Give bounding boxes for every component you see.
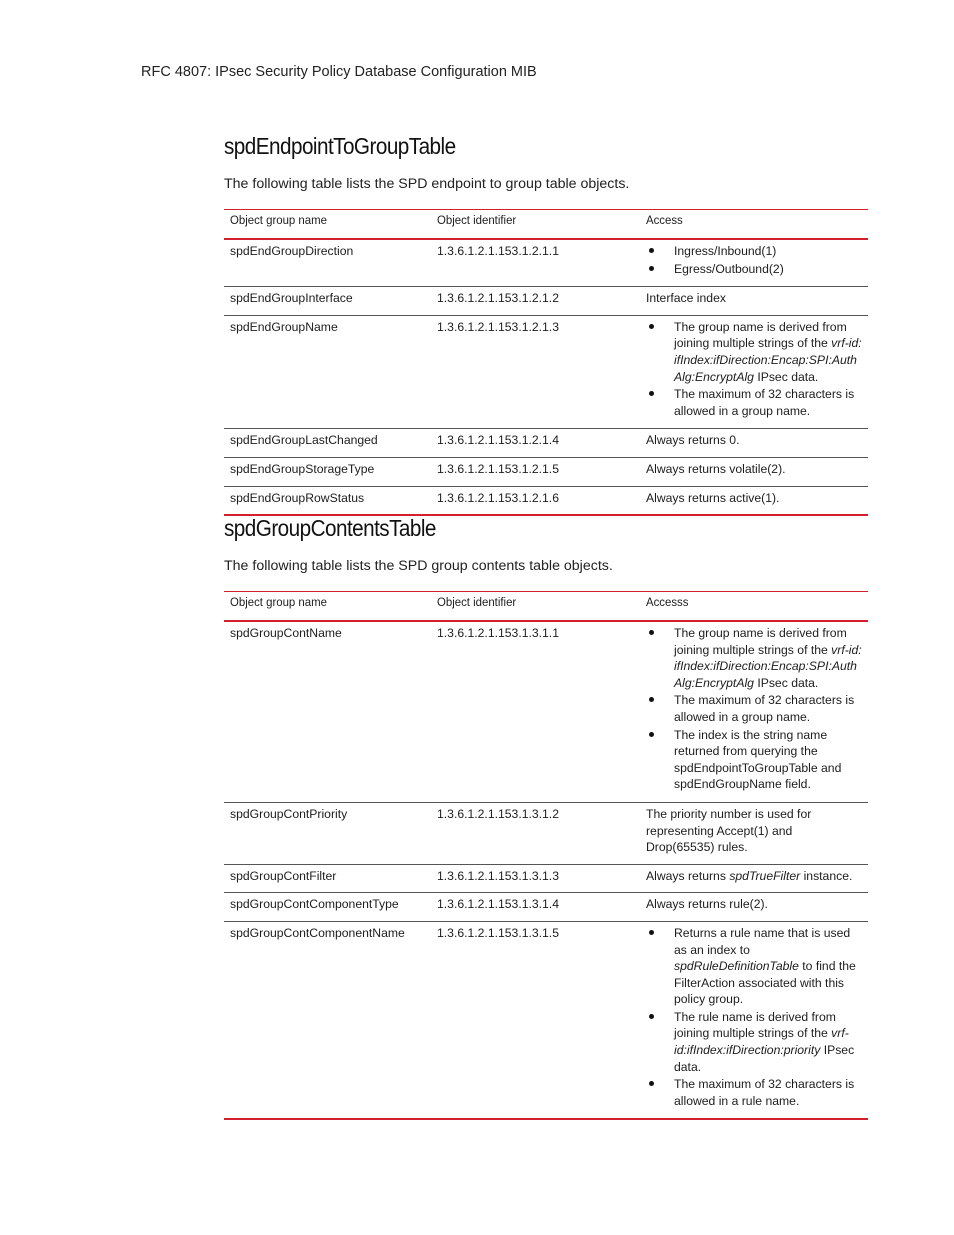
access-cell: Always returns active(1). (640, 486, 868, 515)
access-cell: Always returns rule(2). (640, 893, 868, 922)
table-row (224, 457, 868, 486)
access-cell (640, 239, 868, 287)
object-oid-cell: 1.3.6.1.2.1.153.1.3.1.2 (431, 802, 640, 864)
object-oid-cell: 1.3.6.1.2.1.153.1.2.1.4 (431, 429, 640, 458)
section-spd-endpoint-to-group-table (224, 133, 868, 516)
table-row (224, 239, 868, 287)
object-name-cell: spdGroupContPriority (224, 802, 431, 864)
section-spd-group-contents-table (224, 515, 868, 1120)
object-oid-cell: 1.3.6.1.2.1.153.1.3.1.5 (431, 921, 640, 1119)
access-cell: Always returns spdTrueFilter instance. (640, 864, 868, 893)
object-name-cell: spdGroupContFilter (224, 864, 431, 893)
bullet-item: The maximum of 32 characters is allowed in a rule name. (646, 1076, 862, 1109)
object-name-cell: spdEndGroupInterface (224, 287, 431, 316)
table-row (224, 315, 868, 429)
section-intro: The following table lists the SPD endpoint to group table objects. (224, 176, 630, 192)
access-cell (640, 621, 868, 802)
table-row (224, 864, 868, 893)
object-name-cell: spdGroupContComponentType (224, 893, 431, 922)
bullet-item: Ingress/Inbound(1) (646, 243, 862, 260)
bullet-item: The group name is derived from joining multiple strings of the vrf-id:ifIndex:ifDirection:Encap:SPI:AuthAlg:EncryptAlg IPsec data. (646, 625, 862, 691)
object-name-cell: spdEndGroupRowStatus (224, 486, 431, 515)
table-row (224, 287, 868, 316)
table-row (224, 802, 868, 864)
group-contents-table (224, 591, 868, 1120)
object-oid-cell: 1.3.6.1.2.1.153.1.2.1.3 (431, 315, 640, 429)
table-row (224, 893, 868, 922)
table-row (224, 429, 868, 458)
object-oid-cell: 1.3.6.1.2.1.153.1.2.1.1 (431, 239, 640, 287)
column-header-object-group-name: Object group name (224, 210, 431, 240)
object-oid-cell: 1.3.6.1.2.1.153.1.2.1.2 (431, 287, 640, 316)
object-name-cell: spdEndGroupStorageType (224, 457, 431, 486)
access-cell: Always returns 0. (640, 429, 868, 458)
access-cell: The priority number is used for representing Accept(1) and Drop(65535) rules. (640, 802, 868, 864)
bullet-item: Returns a rule name that is used as an index to spdRuleDefinitionTable to find the FilterAction associated with this policy group. (646, 925, 862, 1008)
object-oid-cell: 1.3.6.1.2.1.153.1.3.1.1 (431, 621, 640, 802)
object-oid-cell: 1.3.6.1.2.1.153.1.2.1.5 (431, 457, 640, 486)
access-cell: Interface index (640, 287, 868, 316)
bullet-item: Egress/Outbound(2) (646, 261, 862, 278)
table-row (224, 921, 868, 1119)
table-row (224, 486, 868, 515)
endpoint-to-group-table (224, 209, 868, 516)
bullet-item: The maximum of 32 characters is allowed in a group name. (646, 692, 862, 725)
column-header-access: Access (640, 210, 868, 240)
bullet-item: The index is the string name returned from querying the spdEndpointToGroupTable and spdEndGroupName field. (646, 727, 862, 793)
object-oid-cell: 1.3.6.1.2.1.153.1.2.1.6 (431, 486, 640, 515)
access-cell (640, 921, 868, 1119)
bullet-item: The maximum of 32 characters is allowed in a group name. (646, 386, 862, 419)
section-title: spdGroupContentsTable (224, 515, 436, 541)
object-name-cell: spdGroupContComponentName (224, 921, 431, 1119)
object-name-cell: spdEndGroupName (224, 315, 431, 429)
column-header-object-identifier: Object identifier (431, 592, 640, 622)
column-header-object-group-name: Object group name (224, 592, 431, 622)
object-oid-cell: 1.3.6.1.2.1.153.1.3.1.4 (431, 893, 640, 922)
column-header-access: Accesss (640, 592, 868, 622)
bullet-item: The group name is derived from joining multiple strings of the vrf-id:ifIndex:ifDirection:Encap:SPI:AuthAlg:EncryptAlg IPsec data. (646, 319, 862, 385)
object-name-cell: spdEndGroupDirection (224, 239, 431, 287)
object-oid-cell: 1.3.6.1.2.1.153.1.3.1.3 (431, 864, 640, 893)
access-cell: Always returns volatile(2). (640, 457, 868, 486)
section-title: spdEndpointToGroupTable (224, 133, 456, 159)
table-header-row (224, 592, 868, 622)
table-row (224, 621, 868, 802)
bullet-item: The rule name is derived from joining multiple strings of the vrf-id:ifIndex:ifDirection:priority IPsec data. (646, 1009, 862, 1075)
section-intro: The following table lists the SPD group contents table objects. (224, 558, 613, 574)
object-name-cell: spdGroupContName (224, 621, 431, 802)
column-header-object-identifier: Object identifier (431, 210, 640, 240)
running-header: RFC 4807: IPsec Security Policy Database Configuration MIB (141, 64, 537, 80)
object-name-cell: spdEndGroupLastChanged (224, 429, 431, 458)
access-cell (640, 315, 868, 429)
table-header-row (224, 210, 868, 240)
